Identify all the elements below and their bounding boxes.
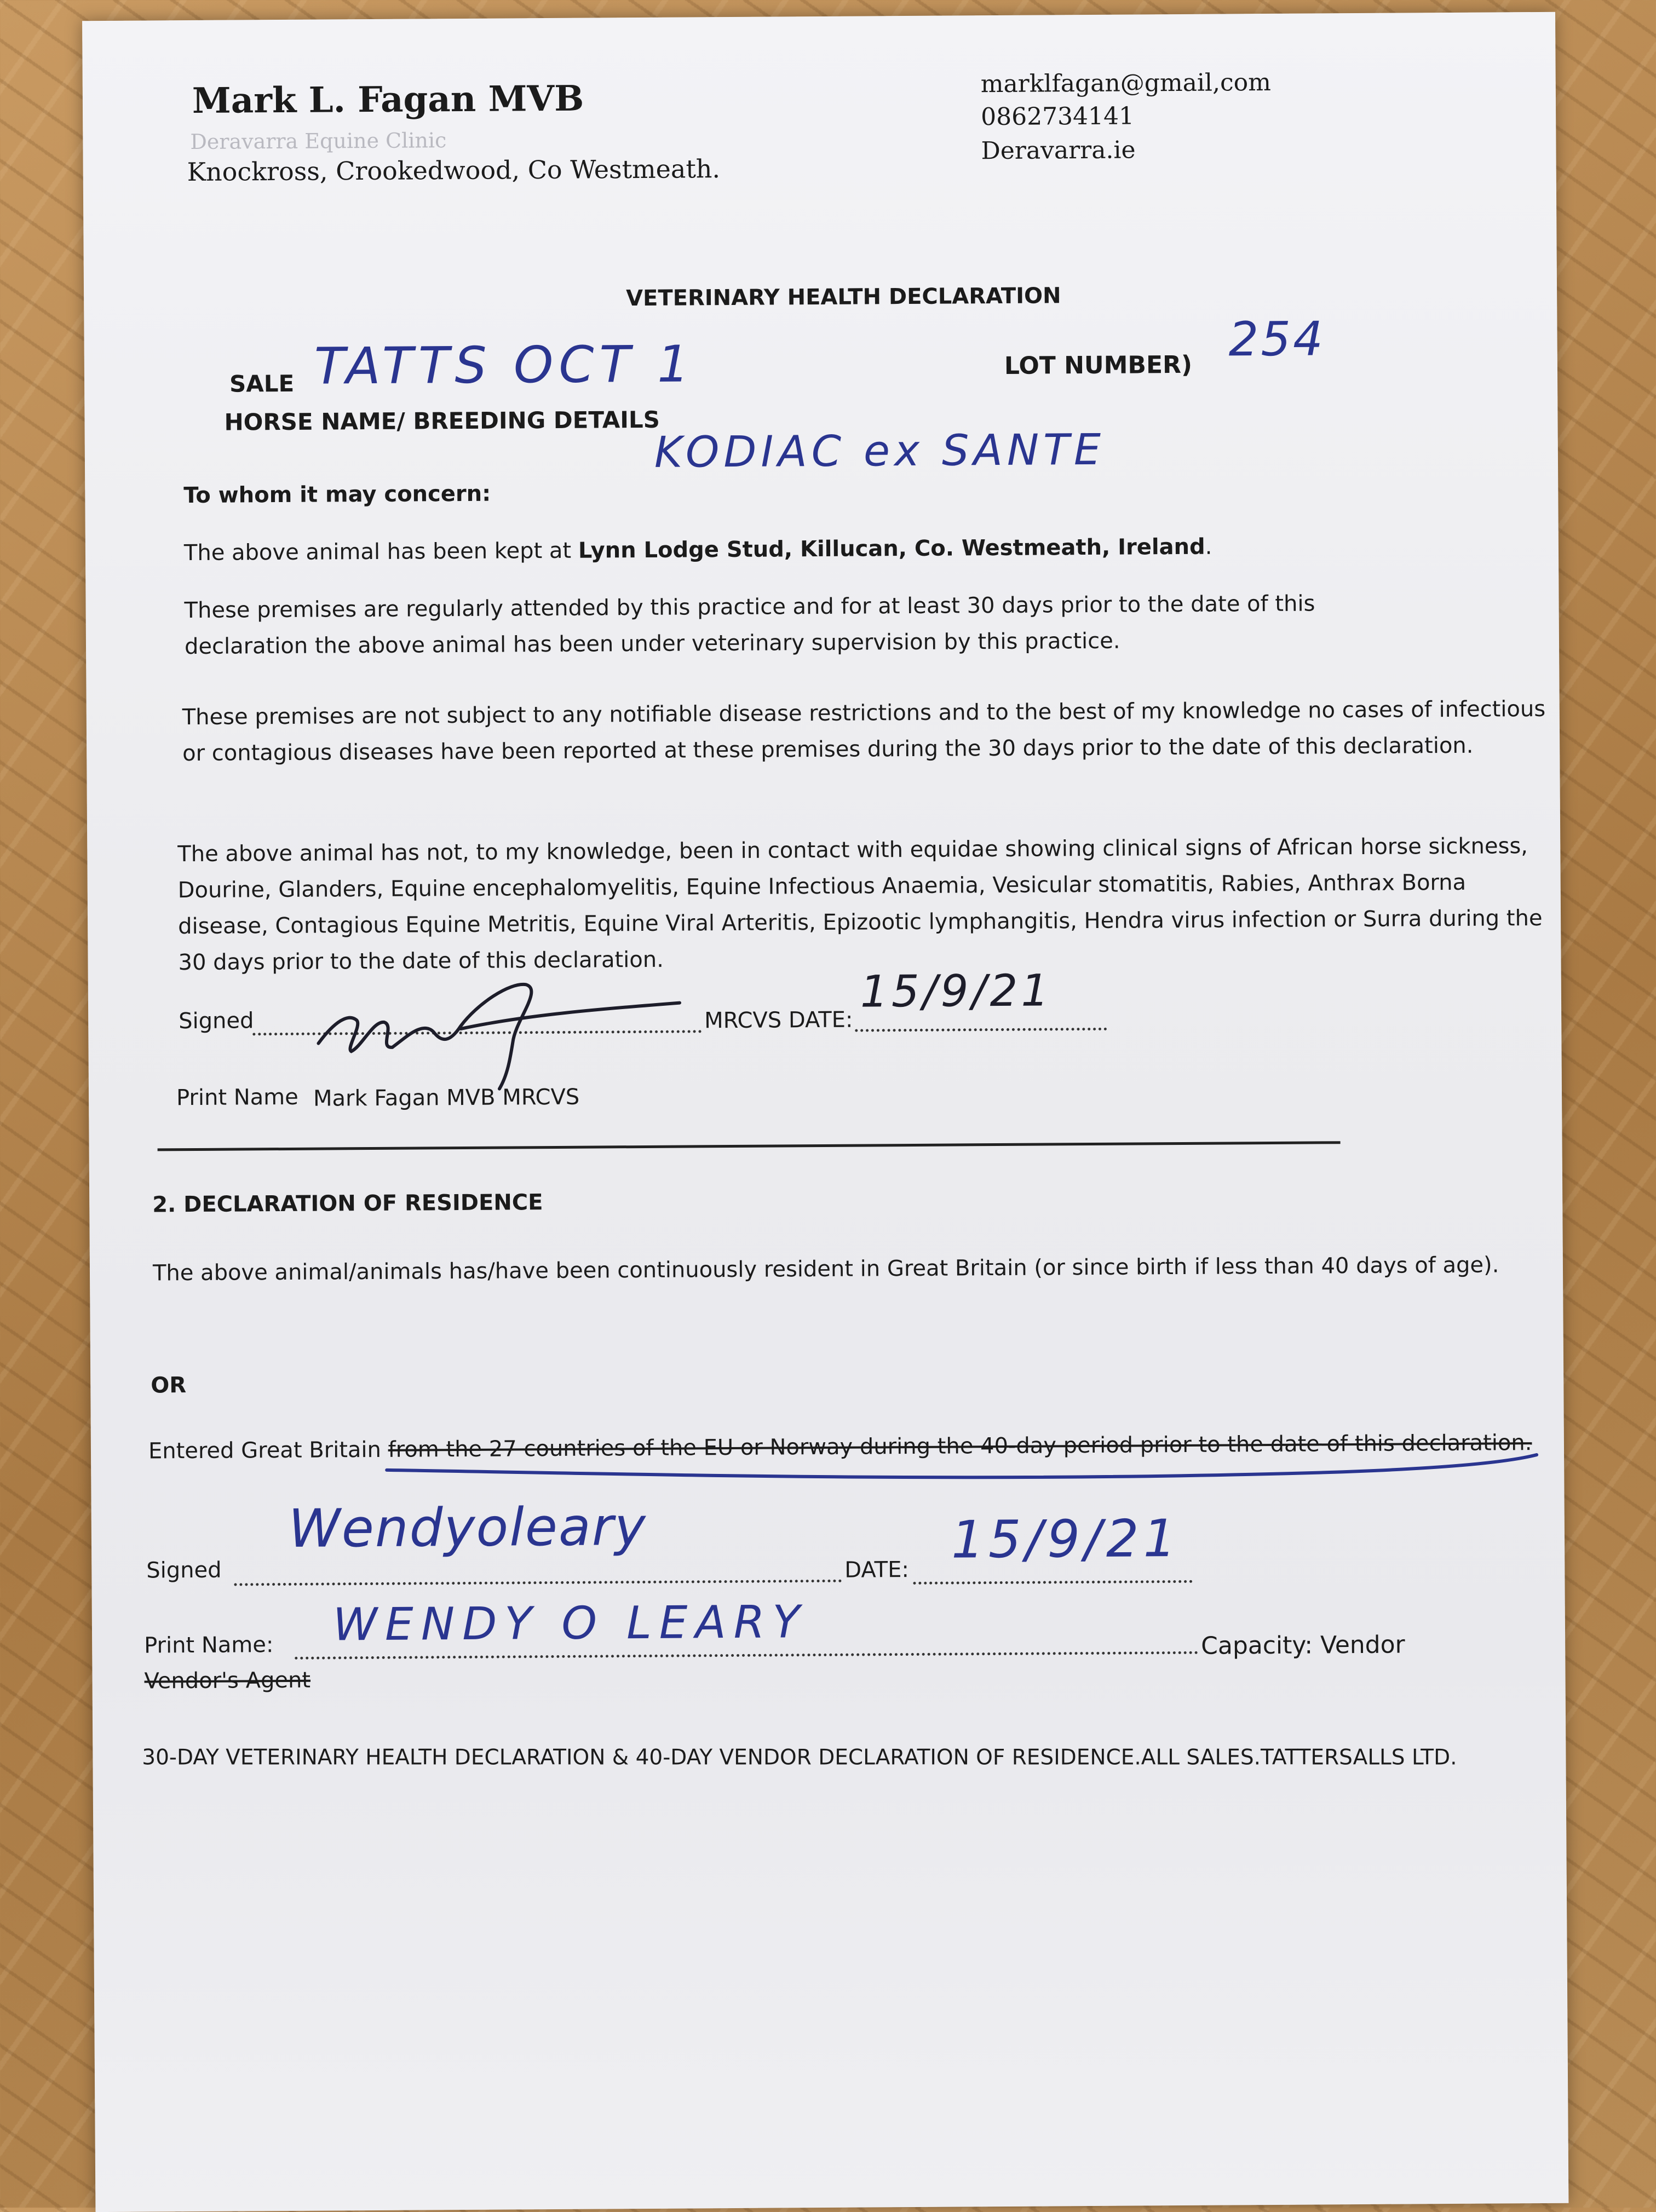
vet-signature-mark — [296, 959, 724, 1093]
section-divider — [158, 1141, 1341, 1151]
contact-phone: 0862734141 — [980, 102, 1135, 131]
or-label: OR — [151, 1373, 187, 1398]
kept-at-line — [184, 534, 1212, 566]
vet-print-name-label: Print Name — [176, 1084, 298, 1111]
kept-at-suffix: . — [1205, 534, 1212, 560]
kept-at-location: Lynn Lodge Stud, Killucan, Co. Westmeath, Ireland — [578, 534, 1205, 563]
clinic-address: Knockross, Crookedwood, Co Westmeath. — [187, 154, 721, 187]
horse-name-label: HORSE NAME/ BREEDING DETAILS — [224, 406, 660, 436]
residence-heading: 2. DECLARATION OF RESIDENCE — [152, 1190, 543, 1218]
entered-struck-text: from the 27 countries of the EU or Norway during the 40-day period prior to the date of this declaration. — [388, 1430, 1532, 1462]
vendor-date-value: 15/9/21 — [951, 1509, 1181, 1570]
contact-website: Deravarra.ie — [981, 136, 1136, 165]
horse-name-value: KODIAC ex SANTE — [654, 425, 1106, 477]
entered-prefix: Entered Great Britain — [148, 1437, 382, 1464]
vendor-print-name-line — [295, 1651, 1198, 1660]
vendor-date-label: DATE: — [844, 1557, 910, 1583]
vendor-date-line — [913, 1580, 1192, 1585]
residence-paragraph: The above animal/animals has/have been continuously resident in Great Britain (or since birth if less than 40 days of age). — [152, 1252, 1499, 1286]
vendor-print-name-value: WENDY O LEARY — [332, 1596, 808, 1651]
strike-through-mark — [146, 1441, 1570, 1505]
kept-at-prefix: The above animal has been kept at — [183, 538, 572, 566]
document-title: VETERINARY HEALTH DECLARATION — [625, 283, 1061, 312]
disease-contact-paragraph: The above animal has not, to my knowledge, been in contact with equidae showing clinical signs of African horse sickness, Dourine, Glanders, Equine encephalomyelitis, Equine Infectious Anaemia, Vesicular stomatitis, Rabies, Anthrax Borna disease, Contagious Equine Metritis, Equine Viral Arteritis, Epizootic lymphangitis, Hendra virus infection or Surra during the 30 days prior to the date of this declaration. — [177, 833, 1543, 976]
form-footer: 30-DAY VETERINARY HEALTH DECLARATION & 40-DAY VENDOR DECLARATION OF RESIDENCE.ALL SALES.TATTERSALLS LTD. — [142, 1745, 1457, 1770]
lot-number-value: 254 — [1228, 312, 1326, 367]
vet-signed-label: Signed — [179, 1008, 254, 1034]
contact-email: marklfagan@gmail,com — [980, 68, 1272, 99]
greeting: To whom it may concern: — [183, 481, 491, 509]
vendor-signed-label: Signed — [146, 1557, 222, 1583]
sale-value: TATTS OCT 1 — [314, 335, 695, 396]
clinic-name: Deravarra Equine Clinic — [190, 128, 447, 154]
declaration-sheet — [82, 12, 1568, 2212]
capacity-label: Capacity: Vendor — [1201, 1631, 1405, 1660]
mrcvs-date-label: MRCVS DATE: — [704, 1007, 853, 1034]
vet-date-line — [855, 1028, 1107, 1032]
restrictions-paragraph: These premises are not subject to any notifiable disease restrictions and to the best of my knowledge no cases of infectious or contagious diseases have been reported at these premises during the 30 days prior to the date of this declaration. — [182, 696, 1546, 767]
vet-name: Mark L. Fagan MVB — [192, 78, 584, 122]
vendor-signature: Wendyoleary — [288, 1495, 647, 1559]
sale-label: SALE — [229, 370, 295, 398]
supervision-paragraph: These premises are regularly attended by this practice and for at least 30 days prior to the date of this declaration the above animal has been under veterinary supervision by this practice. — [184, 591, 1315, 660]
vendor-print-name-label: Print Name: — [144, 1632, 274, 1658]
vendor-agent-struck-label: Vendor's Agent — [144, 1667, 311, 1694]
lot-number-label: LOT NUMBER) — [1004, 350, 1193, 380]
vet-print-name-value: Mark Fagan MVB MRCVS — [313, 1084, 580, 1111]
vet-date-value: 15/9/21 — [860, 965, 1053, 1017]
vendor-signature-line — [234, 1580, 842, 1586]
